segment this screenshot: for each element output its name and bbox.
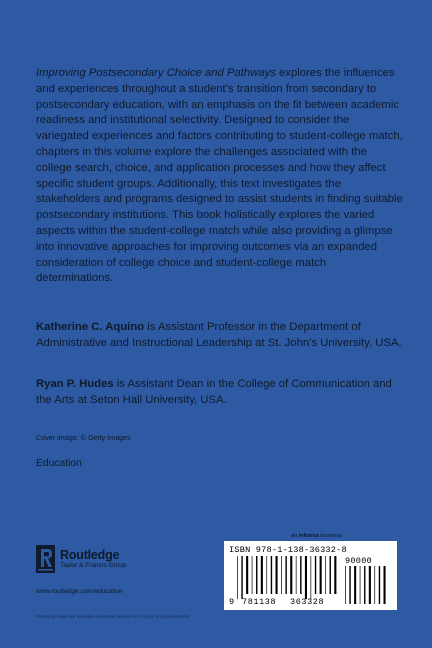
- barcode-bar: [345, 566, 346, 604]
- barcode-bar: [379, 566, 380, 604]
- ean-bars: [237, 556, 336, 599]
- barcode-bar: [364, 566, 365, 604]
- publisher-group: Taylor & Francis Group: [60, 561, 127, 569]
- barcode-bar: [311, 556, 312, 599]
- barcode-bar: [285, 556, 286, 594]
- barcode-bar: [325, 556, 326, 594]
- author-bio-text-2: is Assistant Dean in the College of Communication and the Arts at Seton Hall University, USA.: [36, 378, 392, 406]
- barcode-bar: [300, 556, 301, 594]
- author-name-1: Katherine C. Aquino: [36, 321, 145, 333]
- barcode-bar: [252, 556, 253, 594]
- barcode-bar: [256, 556, 257, 594]
- barcode-digits-right: 363328: [290, 597, 325, 607]
- barcode-bar: [369, 566, 371, 604]
- barcode-bar: [290, 556, 292, 594]
- subject-category: Education: [36, 458, 82, 469]
- barcode-bar: [237, 556, 238, 599]
- addon-bars: [345, 566, 386, 604]
- barcode-bar: [305, 556, 307, 599]
- barcode-bar: [374, 566, 375, 604]
- barcode-digits-left: 781138: [242, 597, 277, 607]
- barcode-bar: [246, 556, 248, 594]
- informa-word: informa: [298, 533, 319, 539]
- barcode-digit-first: 9: [229, 597, 235, 607]
- barcode-bar: [276, 556, 278, 594]
- author-name-2: Ryan P. Hudes: [36, 378, 114, 390]
- publisher-name: Routledge: [60, 547, 120, 562]
- barcode-bar: [330, 556, 331, 594]
- barcode-bar: [281, 556, 282, 594]
- barcode-bar: [320, 556, 322, 594]
- barcode-bar: [271, 556, 272, 594]
- barcode-bar: [266, 556, 267, 594]
- barcode-bar: [384, 566, 386, 604]
- informa-prefix: an: [291, 533, 299, 539]
- informa-suffix: business: [318, 533, 343, 539]
- barcode-bar: [261, 556, 263, 594]
- barcode-bar: [315, 556, 316, 594]
- barcode-bar: [354, 566, 356, 604]
- barcode-bar: [349, 566, 350, 604]
- barcode-bar: [241, 556, 242, 599]
- book-title-italic: Improving Postsecondary Choice and Pathways: [36, 67, 276, 79]
- author-bio-text-1: is Assistant Professor in the Department of Administrative and Instructional Leadership at St. John’s University, USA.: [36, 321, 402, 349]
- barcode-bar: [296, 556, 297, 594]
- barcode-addon-digits: 90000: [345, 556, 373, 566]
- publisher-url[interactable]: www.routledge.com/education: [36, 588, 123, 595]
- cover-image-credit: Cover image: © Getty Images: [36, 433, 131, 442]
- ebook-note: Routledge titles are available as eBook editions in a range of digital formats: [36, 614, 190, 619]
- barcode-bar: [334, 556, 336, 594]
- isbn-number: ISBN 978-1-138-36332-8: [229, 545, 347, 555]
- book-description-text: explores the influences and experiences throughout a student’s transition from secondary to postsecondary education, with an emphasis on the fit between academic readiness and institutional selectivity. Designed to consider the variegated experiences and factors contributing to student-college match, chapters in this volume explore the challenges associated with the college search, choice, and application processes and how they affect specific student groups. Additionally, this text investigates the stakeholders and programs designed to assist students in finding suitable postsecondary institutions. This book holistically explores the varied aspects within the student-college match while also providing a glimpse into innovative approaches for improving outcomes via an expanded consideration of college choice and student-college match determinations.: [36, 67, 403, 285]
- barcode-bar: [360, 566, 361, 604]
